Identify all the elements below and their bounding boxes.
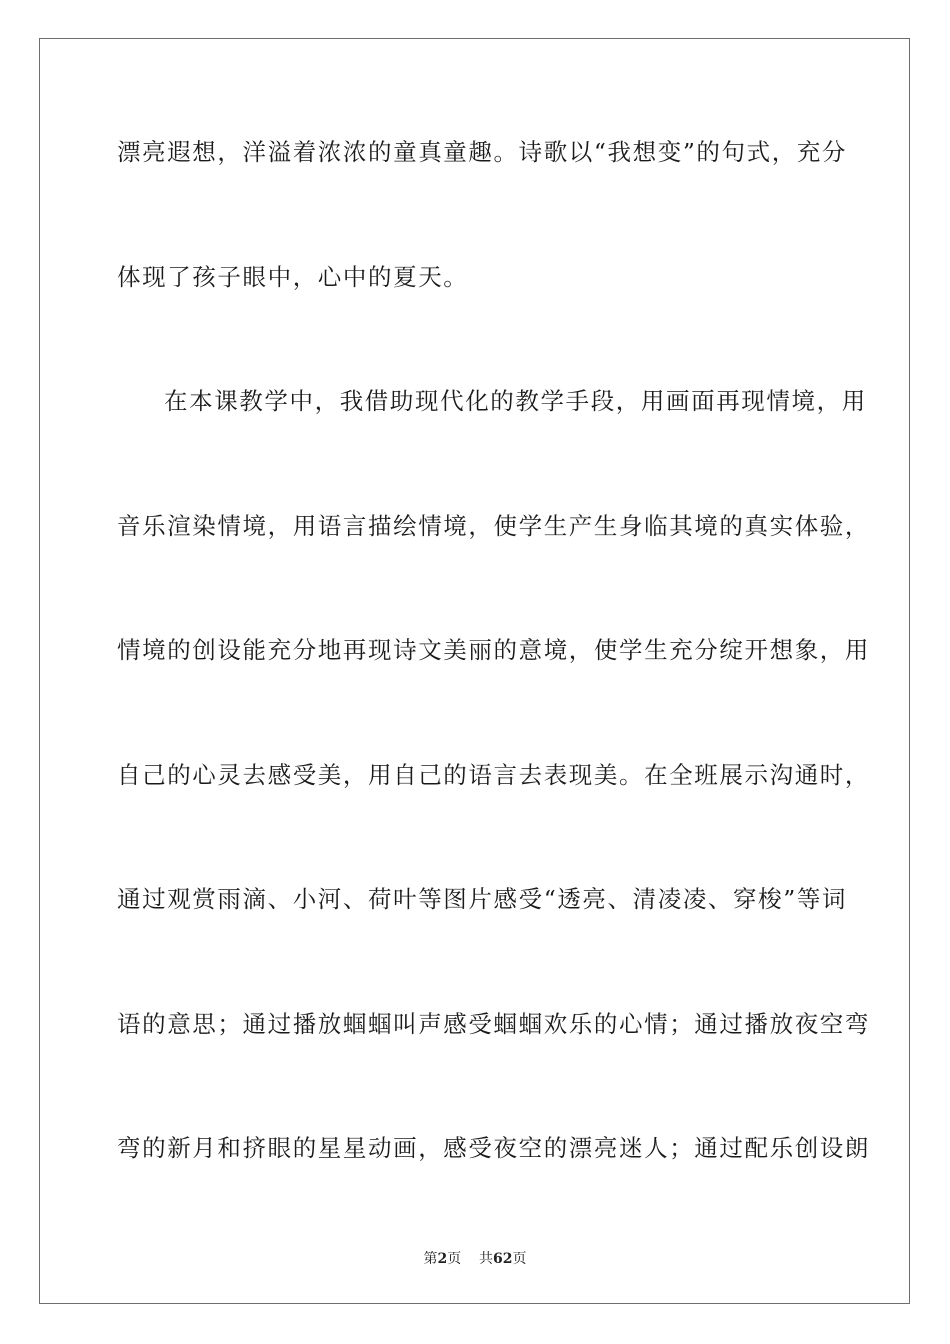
paragraph-line: 弯的新月和挤眼的星星动画，感受夜空的漂亮迷人；通过配乐创设朗: [117, 1134, 870, 1162]
paragraph-line: 在本课教学中，我借助现代化的教学手段，用画面再现情境，用: [164, 387, 867, 415]
paragraph-line: 漂亮遐想，洋溢着浓浓的童真童趣。诗歌以“我想变”的句式，充分: [117, 138, 848, 166]
total-suffix: 页: [512, 1251, 527, 1267]
document-body: [117, 120, 870, 1241]
paragraph-line: 通过观赏雨滴、小河、荷叶等图片感受“透亮、清凌凌、穿梭”等词: [117, 885, 848, 913]
paragraph-line: 情境的创设能充分地再现诗文美丽的意境，使学生充分绽开想象，用: [117, 636, 870, 664]
page-suffix: 页: [447, 1251, 462, 1267]
page-prefix: 第: [423, 1251, 438, 1267]
total-pages: 62: [493, 1251, 513, 1267]
page-footer: [0, 1248, 950, 1268]
paragraph-line: 音乐渲染情境，用语言描绘情境，使学生产生身临其境的真实体验，: [117, 511, 870, 540]
paragraph-line: 自己的心灵去感受美，用自己的语言去表现美。在全班展示沟通时，: [117, 760, 870, 789]
page-number: 2: [437, 1251, 448, 1267]
paragraph-line: 体现了孩子眼中，心中的夏天。: [117, 262, 469, 291]
paragraph-line: 语的意思；通过播放蝈蝈叫声感受蝈蝈欢乐的心情；通过播放夜空弯: [117, 1009, 870, 1038]
total-prefix: 共: [479, 1251, 494, 1267]
